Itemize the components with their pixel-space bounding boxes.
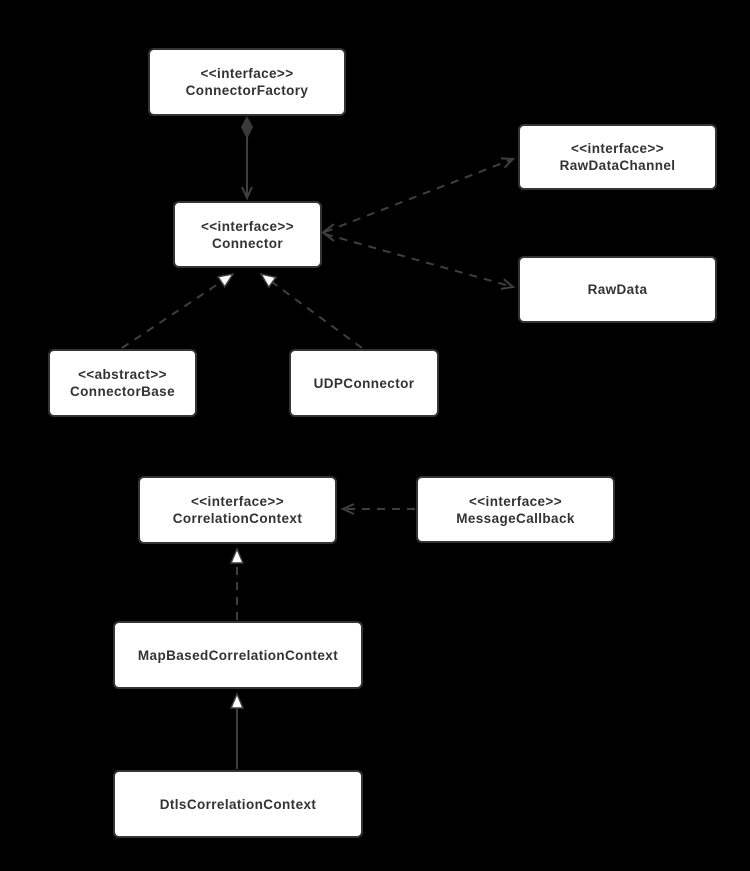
class-stereotype: <<interface>> bbox=[200, 66, 294, 81]
class-connector-base bbox=[48, 349, 197, 417]
edge-connector-rawdata bbox=[325, 234, 513, 287]
class-stereotype: <<interface>> bbox=[190, 494, 284, 509]
class-stereotype: <<interface>> bbox=[570, 141, 664, 156]
class-name: ConnectorFactory bbox=[185, 83, 309, 98]
class-name: UDPConnector bbox=[313, 375, 415, 391]
class-raw-data-channel bbox=[518, 124, 717, 190]
class-connector bbox=[173, 201, 322, 268]
edge-factory-connector-diamond bbox=[242, 117, 253, 138]
class-map-based-correlation-context bbox=[113, 621, 363, 689]
edge-connector-rawdatachannel bbox=[325, 159, 513, 232]
class-connector-factory bbox=[148, 48, 346, 116]
class-name: RawData bbox=[587, 282, 648, 297]
edge-connectorbase-connector bbox=[122, 274, 233, 348]
class-name: RawDataChannel bbox=[559, 158, 676, 173]
class-stereotype: <<abstract>> bbox=[78, 367, 167, 382]
class-name: ConnectorBase bbox=[70, 384, 175, 399]
class-name: MapBasedCorrelationContext bbox=[137, 647, 339, 663]
class-stereotype: <<interface>> bbox=[468, 493, 562, 509]
class-correlation-context bbox=[138, 476, 337, 544]
class-name: DtlsCorrelationContext bbox=[159, 796, 317, 812]
edge-udpconnector-connector bbox=[261, 274, 362, 348]
class-stereotype: <<interface>> bbox=[200, 218, 294, 234]
class-name: MessageCallback bbox=[456, 510, 575, 526]
class-raw-data bbox=[518, 256, 717, 323]
class-dtls-correlation-context bbox=[113, 770, 363, 838]
class-message-callback bbox=[416, 476, 615, 543]
edge-connector-back-arrowhead bbox=[323, 224, 334, 241]
class-name: CorrelationContext bbox=[172, 511, 303, 526]
class-udp-connector bbox=[289, 349, 439, 417]
class-name: Connector bbox=[211, 235, 284, 251]
